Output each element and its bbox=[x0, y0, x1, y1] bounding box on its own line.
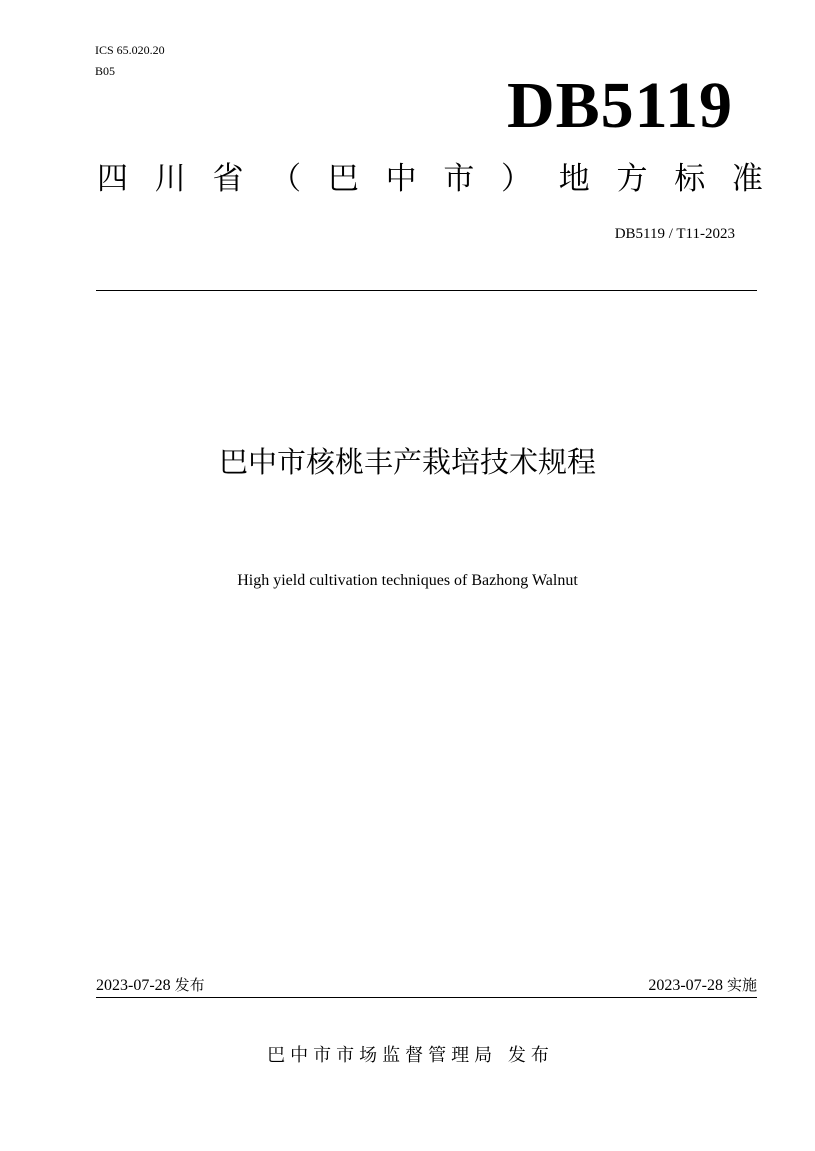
classification-code: B05 bbox=[95, 64, 116, 78]
standard-type-char: 中 bbox=[385, 161, 417, 197]
standard-type-char: ） bbox=[501, 161, 533, 197]
standard-type-char: 方 bbox=[616, 161, 648, 197]
header-divider bbox=[96, 290, 757, 291]
standard-type-char: 市 bbox=[443, 161, 475, 197]
dates-row bbox=[96, 975, 757, 998]
standard-code-heading: DB5119 bbox=[506, 69, 733, 142]
standard-type-char: （ bbox=[270, 161, 302, 197]
implement-date-group bbox=[648, 975, 757, 996]
implement-date: 2023-07-28 bbox=[648, 977, 723, 994]
publish-date: 2023-07-28 bbox=[96, 977, 171, 994]
standard-type-char: 标 bbox=[674, 161, 706, 197]
standard-type-char: 川 bbox=[154, 161, 186, 197]
standard-type-char: 巴 bbox=[327, 161, 359, 197]
standard-type-char: 地 bbox=[558, 161, 590, 197]
publish-label: 发布 bbox=[174, 976, 205, 994]
standard-type-char: 准 bbox=[731, 161, 763, 197]
implement-label: 实施 bbox=[726, 976, 757, 994]
publish-date-group bbox=[96, 975, 205, 996]
standard-type-char: 四 bbox=[97, 161, 128, 197]
standard-number: DB5119 / T11-2023 bbox=[614, 226, 735, 242]
document-title-zh: 巴中市核桃丰产栽培技术规程 bbox=[218, 445, 596, 479]
issuing-authority: 巴中市市场监督管理局 发布 bbox=[267, 1045, 554, 1066]
standard-type-char: 省 bbox=[212, 161, 244, 197]
ics-code: ICS 65.020.20 bbox=[95, 43, 165, 57]
standard-type-line bbox=[97, 157, 763, 201]
document-title-en: High yield cultivation techniques of Bazhong Walnut bbox=[237, 572, 578, 589]
